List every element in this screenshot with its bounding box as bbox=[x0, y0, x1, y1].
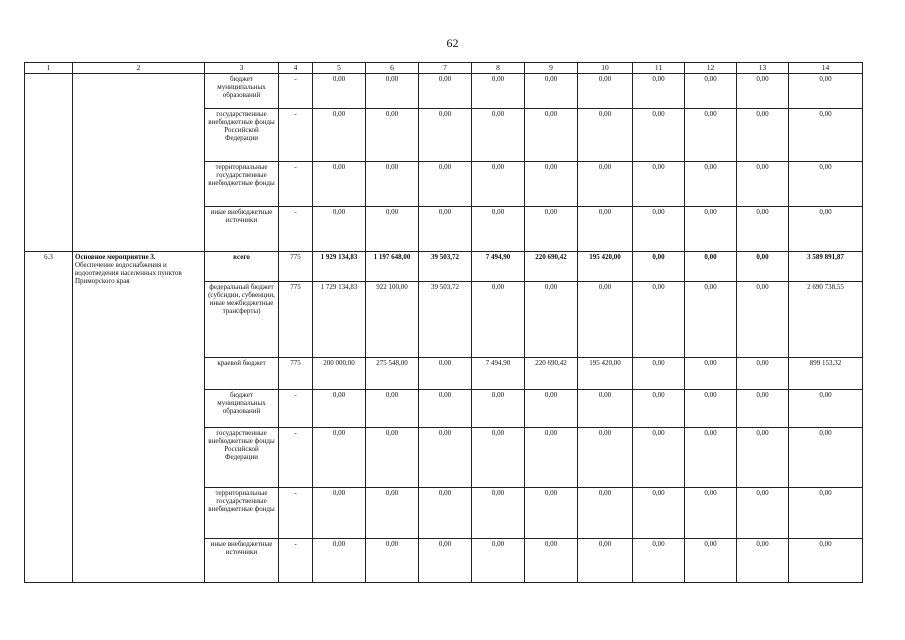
funding-source-cell: бюджет муниципальных образований bbox=[205, 74, 279, 109]
amount-cell: 0,00 bbox=[578, 282, 633, 358]
amount-cell: 0,00 bbox=[366, 488, 419, 539]
amount-cell: 0,00 bbox=[472, 74, 525, 109]
amount-cell: 0,00 bbox=[737, 109, 789, 162]
amount-cell: 0,00 bbox=[313, 207, 366, 252]
amount-cell: 0,00 bbox=[472, 488, 525, 539]
amount-cell: 0,00 bbox=[737, 207, 789, 252]
amount-cell: 0,00 bbox=[685, 428, 737, 488]
funding-source-cell: иные внебюджетные источники bbox=[205, 539, 279, 583]
amount-cell: 0,00 bbox=[472, 390, 525, 428]
amount-cell: 0,00 bbox=[737, 162, 789, 207]
amount-cell: 0,00 bbox=[633, 428, 685, 488]
amount-cell: 0,00 bbox=[578, 109, 633, 162]
amount-cell: 899 153,32 bbox=[789, 358, 863, 390]
funding-source-cell: территориальные государственные внебюджетные фонды bbox=[205, 162, 279, 207]
amount-cell: 0,00 bbox=[472, 109, 525, 162]
amount-cell: 0,00 bbox=[685, 488, 737, 539]
amount-cell: 3 589 891,87 bbox=[789, 252, 863, 282]
amount-cell: 0,00 bbox=[633, 252, 685, 282]
amount-cell: 0,00 bbox=[633, 109, 685, 162]
section-number-cell: 6.3 bbox=[25, 252, 73, 583]
amount-cell: 0,00 bbox=[633, 162, 685, 207]
amount-cell: 0,00 bbox=[366, 539, 419, 583]
amount-cell: 0,00 bbox=[789, 162, 863, 207]
amount-cell: 0,00 bbox=[525, 428, 578, 488]
column-number: 8 bbox=[472, 63, 525, 74]
column-number: 4 bbox=[279, 63, 313, 74]
table-row bbox=[25, 74, 863, 109]
amount-cell: 0,00 bbox=[525, 207, 578, 252]
amount-cell: 0,00 bbox=[578, 74, 633, 109]
grbs-code-cell: 775 bbox=[279, 282, 313, 358]
amount-cell: 200 000,00 bbox=[313, 358, 366, 390]
amount-cell: 0,00 bbox=[737, 358, 789, 390]
column-number: 3 bbox=[205, 63, 279, 74]
amount-cell: 0,00 bbox=[789, 539, 863, 583]
amount-cell: 0,00 bbox=[313, 539, 366, 583]
amount-cell: 0,00 bbox=[313, 488, 366, 539]
column-number: 10 bbox=[578, 63, 633, 74]
amount-cell: 922 100,00 bbox=[366, 282, 419, 358]
amount-cell: 0,00 bbox=[419, 539, 472, 583]
amount-cell: 220 690,42 bbox=[525, 358, 578, 390]
amount-cell: 0,00 bbox=[578, 539, 633, 583]
amount-cell: 0,00 bbox=[525, 488, 578, 539]
amount-cell: 0,00 bbox=[419, 207, 472, 252]
amount-cell: 0,00 bbox=[525, 539, 578, 583]
amount-cell: 39 503,72 bbox=[419, 282, 472, 358]
amount-cell: 0,00 bbox=[737, 252, 789, 282]
amount-cell: 0,00 bbox=[789, 109, 863, 162]
amount-cell: 0,00 bbox=[685, 74, 737, 109]
amount-cell: 0,00 bbox=[366, 109, 419, 162]
page-number: 62 bbox=[446, 36, 459, 50]
amount-cell: 0,00 bbox=[525, 282, 578, 358]
amount-cell: 0,00 bbox=[685, 358, 737, 390]
amount-cell: 275 548,00 bbox=[366, 358, 419, 390]
amount-cell: 0,00 bbox=[313, 74, 366, 109]
grbs-code-cell: - bbox=[279, 488, 313, 539]
amount-cell: 0,00 bbox=[366, 428, 419, 488]
amount-cell: 0,00 bbox=[525, 109, 578, 162]
amount-cell: 0,00 bbox=[737, 488, 789, 539]
amount-cell: 0,00 bbox=[525, 74, 578, 109]
amount-cell: 0,00 bbox=[685, 162, 737, 207]
amount-cell: 0,00 bbox=[789, 488, 863, 539]
table-body bbox=[25, 63, 863, 583]
table-row bbox=[25, 252, 863, 282]
amount-cell: 0,00 bbox=[419, 74, 472, 109]
amount-cell: 0,00 bbox=[472, 162, 525, 207]
funding-source-cell: иные внебюджетные источники bbox=[205, 207, 279, 252]
funding-source-cell: федеральный бюджет (субсидии, субвенции, иные межбюджетные трансферты) bbox=[205, 282, 279, 358]
column-number: 7 bbox=[419, 63, 472, 74]
amount-cell: 0,00 bbox=[737, 390, 789, 428]
amount-cell: 0,00 bbox=[685, 109, 737, 162]
amount-cell: 0,00 bbox=[633, 358, 685, 390]
activity-title: Основное мероприятие 3. bbox=[75, 253, 156, 261]
amount-cell: 0,00 bbox=[633, 539, 685, 583]
column-number: 5 bbox=[313, 63, 366, 74]
amount-cell: 195 420,00 bbox=[578, 358, 633, 390]
amount-cell: 0,00 bbox=[578, 390, 633, 428]
amount-cell: 0,00 bbox=[313, 428, 366, 488]
grbs-code-cell: - bbox=[279, 162, 313, 207]
column-number: 2 bbox=[73, 63, 205, 74]
grbs-code-cell: - bbox=[279, 74, 313, 109]
grbs-code-cell: - bbox=[279, 207, 313, 252]
grbs-code-cell: 775 bbox=[279, 252, 313, 282]
amount-cell: 0,00 bbox=[685, 390, 737, 428]
continued-activity-cell bbox=[73, 74, 205, 252]
amount-cell: 1 729 134,83 bbox=[313, 282, 366, 358]
continued-number-cell bbox=[25, 74, 73, 252]
amount-cell: 0,00 bbox=[419, 390, 472, 428]
amount-cell: 0,00 bbox=[578, 488, 633, 539]
amount-cell: 0,00 bbox=[525, 390, 578, 428]
amount-cell: 0,00 bbox=[789, 428, 863, 488]
funding-source-cell: бюджет муниципальных образований bbox=[205, 390, 279, 428]
amount-cell: 0,00 bbox=[685, 207, 737, 252]
amount-cell: 0,00 bbox=[525, 162, 578, 207]
amount-cell: 7 494,90 bbox=[472, 358, 525, 390]
amount-cell: 0,00 bbox=[578, 428, 633, 488]
amount-cell: 0,00 bbox=[789, 207, 863, 252]
amount-cell: 0,00 bbox=[578, 207, 633, 252]
amount-cell: 0,00 bbox=[737, 428, 789, 488]
amount-cell: 0,00 bbox=[313, 109, 366, 162]
amount-cell: 0,00 bbox=[685, 252, 737, 282]
activity-cell bbox=[73, 252, 205, 583]
amount-cell: 0,00 bbox=[313, 390, 366, 428]
amount-cell: 0,00 bbox=[633, 74, 685, 109]
amount-cell: 0,00 bbox=[419, 109, 472, 162]
amount-cell: 39 503,72 bbox=[419, 252, 472, 282]
column-number: 14 bbox=[789, 63, 863, 74]
amount-cell: 2 690 738,55 bbox=[789, 282, 863, 358]
funding-source-cell: всего bbox=[205, 252, 279, 282]
amount-cell: 0,00 bbox=[313, 162, 366, 207]
column-number-row bbox=[25, 63, 863, 74]
column-number: 9 bbox=[525, 63, 578, 74]
amount-cell: 7 494,90 bbox=[472, 252, 525, 282]
grbs-code-cell: 775 bbox=[279, 358, 313, 390]
column-number: 6 bbox=[366, 63, 419, 74]
grbs-code-cell: - bbox=[279, 539, 313, 583]
amount-cell: 0,00 bbox=[737, 539, 789, 583]
grbs-code-cell: - bbox=[279, 390, 313, 428]
amount-cell: 0,00 bbox=[472, 207, 525, 252]
amount-cell: 0,00 bbox=[366, 74, 419, 109]
funding-source-cell: территориальные государственные внебюджетные фонды bbox=[205, 488, 279, 539]
amount-cell: 0,00 bbox=[578, 162, 633, 207]
amount-cell: 0,00 bbox=[419, 488, 472, 539]
amount-cell: 1 929 134,83 bbox=[313, 252, 366, 282]
amount-cell: 0,00 bbox=[366, 390, 419, 428]
amount-cell: 0,00 bbox=[789, 390, 863, 428]
amount-cell: 0,00 bbox=[472, 282, 525, 358]
amount-cell: 0,00 bbox=[419, 162, 472, 207]
funding-source-cell: краевой бюджет bbox=[205, 358, 279, 390]
column-number: 11 bbox=[633, 63, 685, 74]
column-number: 1 bbox=[25, 63, 73, 74]
amount-cell: 1 197 648,00 bbox=[366, 252, 419, 282]
grbs-code-cell: - bbox=[279, 109, 313, 162]
amount-cell: 0,00 bbox=[472, 539, 525, 583]
activity-description: Обеспечение водоснабжения и водоотведения населенных пунктов Приморского края bbox=[75, 261, 182, 285]
amount-cell: 0,00 bbox=[685, 282, 737, 358]
amount-cell: 0,00 bbox=[366, 162, 419, 207]
amount-cell: 0,00 bbox=[419, 428, 472, 488]
amount-cell: 0,00 bbox=[737, 74, 789, 109]
amount-cell: 0,00 bbox=[472, 428, 525, 488]
amount-cell: 0,00 bbox=[737, 282, 789, 358]
amount-cell: 0,00 bbox=[633, 207, 685, 252]
amount-cell: 0,00 bbox=[633, 282, 685, 358]
amount-cell: 0,00 bbox=[633, 488, 685, 539]
funding-source-cell: государственные внебюджетные фонды Российской Федерации bbox=[205, 109, 279, 162]
amount-cell: 0,00 bbox=[789, 74, 863, 109]
column-number: 13 bbox=[737, 63, 789, 74]
amount-cell: 0,00 bbox=[366, 207, 419, 252]
grbs-code-cell: - bbox=[279, 428, 313, 488]
amount-cell: 0,00 bbox=[633, 390, 685, 428]
amount-cell: 220 690,42 bbox=[525, 252, 578, 282]
column-number: 12 bbox=[685, 63, 737, 74]
budget-table bbox=[24, 62, 863, 583]
amount-cell: 0,00 bbox=[685, 539, 737, 583]
amount-cell: 0,00 bbox=[419, 358, 472, 390]
amount-cell: 195 420,00 bbox=[578, 252, 633, 282]
funding-source-cell: государственные внебюджетные фонды Российской Федерации bbox=[205, 428, 279, 488]
